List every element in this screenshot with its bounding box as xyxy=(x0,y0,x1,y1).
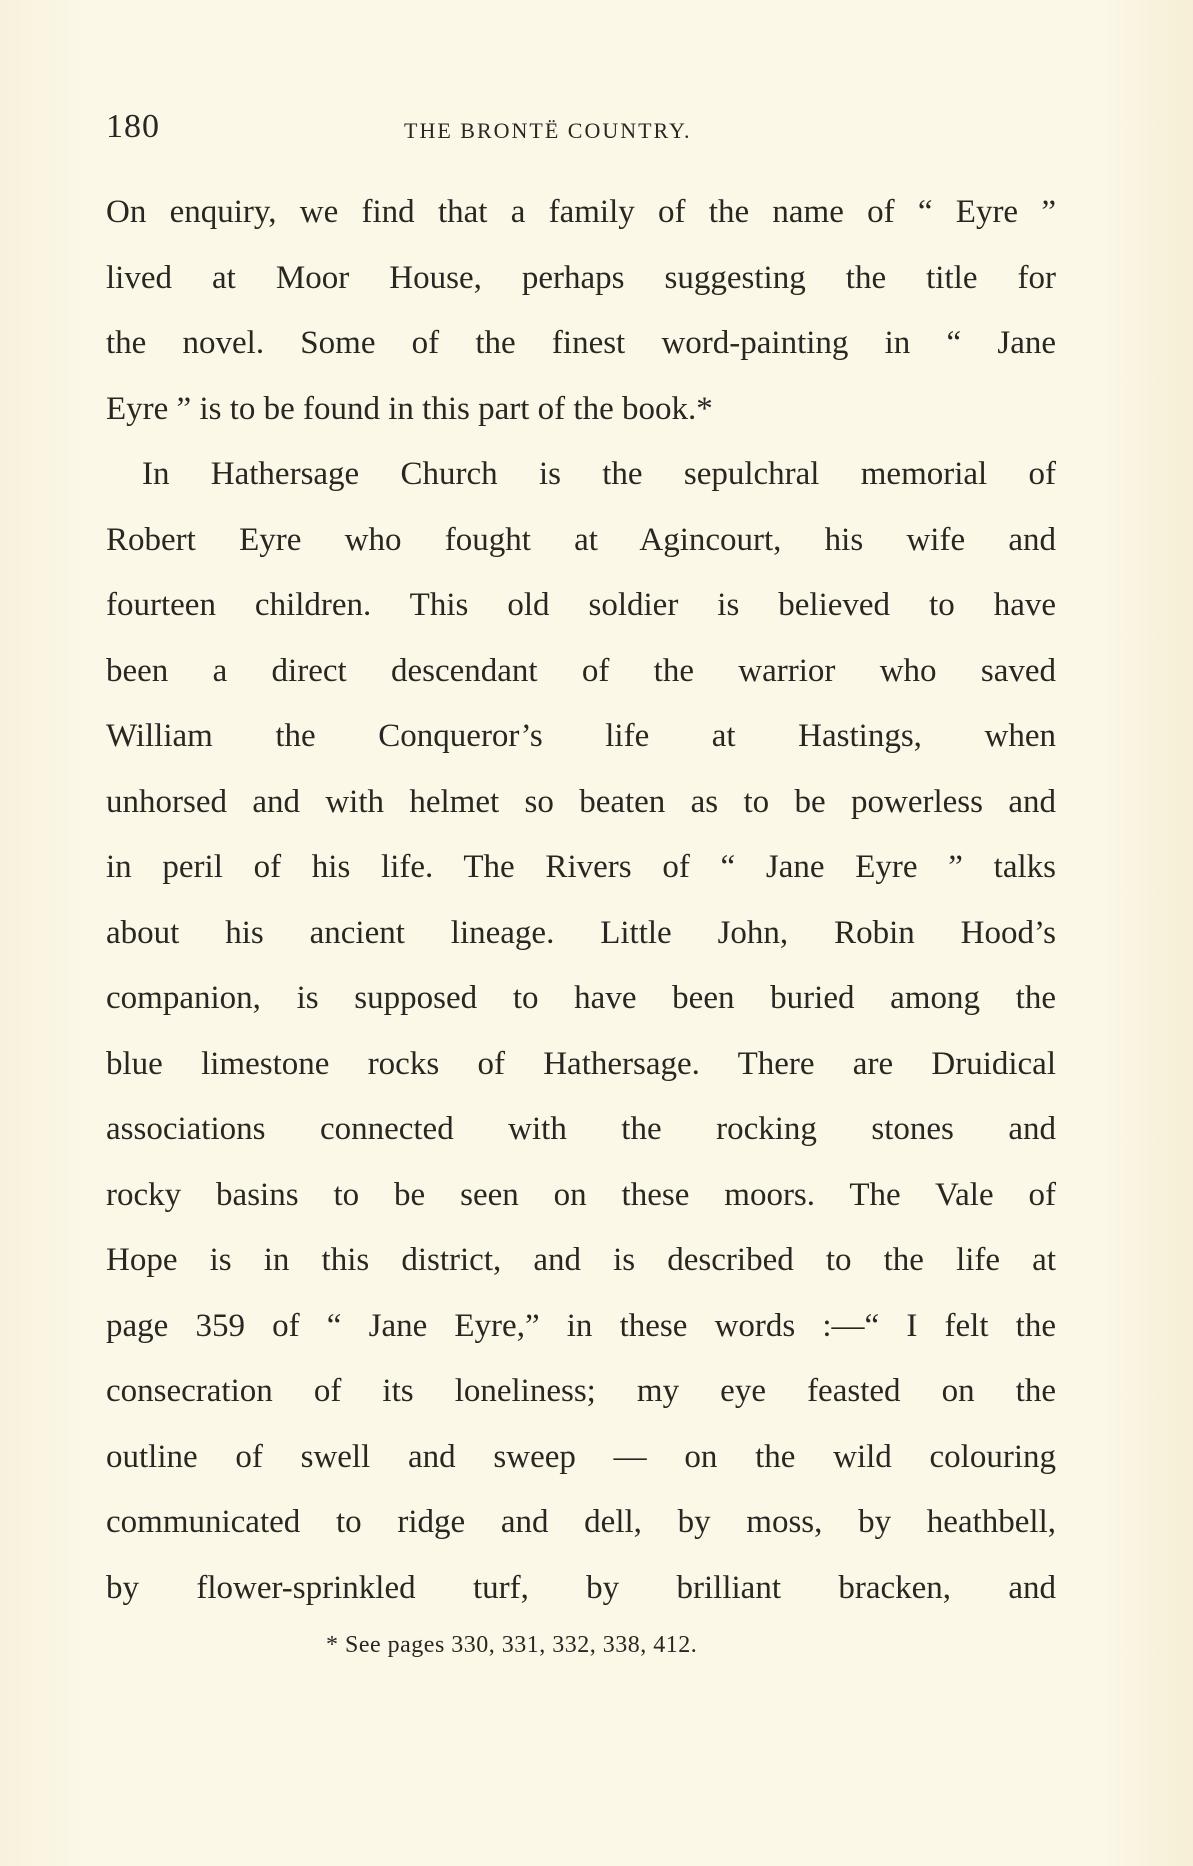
text-line: In Hathersage Church is the sepulchral memorial of xyxy=(142,456,1056,492)
text-line: by flower-sprinkled turf, by brilliant bracken, and xyxy=(106,1569,1056,1606)
text-line: outline of swell and sweep — on the wild colouring xyxy=(106,1438,1056,1475)
text-line: Hope is in this district, and is described to the life at xyxy=(106,1242,1056,1278)
body-text xyxy=(106,180,1056,1621)
text-line: companion, is supposed to have been buried among the xyxy=(106,980,1056,1016)
text-line: rocky basins to be seen on these moors. The Vale of xyxy=(106,1176,1056,1213)
text-line: unhorsed and with helmet so beaten as to be powerless and xyxy=(106,783,1056,820)
page-number: 180 xyxy=(106,108,160,145)
footnote-text: See pages 330, 331, 332, 338, 412. xyxy=(345,1632,698,1658)
text-line: Robert Eyre who fought at Agincourt, his wife and xyxy=(106,521,1056,558)
running-head xyxy=(106,108,1058,158)
text-line: On enquiry, we find that a family of the name of “ Eyre ” xyxy=(106,194,1056,230)
text-line: associations connected with the rocking stones and xyxy=(106,1111,1056,1147)
text-line: William the Conqueror’s life at Hastings, when xyxy=(106,718,1056,754)
running-title: THE BRONTË COUNTRY. xyxy=(404,118,692,143)
text-line: Eyre ” is to be found in this part of the book.* xyxy=(106,390,713,427)
footnote-mark: * xyxy=(326,1632,339,1658)
text-line: consecration of its loneliness; my eye feasted on the xyxy=(106,1373,1056,1409)
footnote xyxy=(326,1632,697,1659)
text-line: blue limestone rocks of Hathersage. There are Druidical xyxy=(106,1045,1056,1082)
text-line: about his ancient lineage. Little John, Robin Hood’s xyxy=(106,914,1056,951)
text-line: been a direct descendant of the warrior who saved xyxy=(106,652,1056,689)
text-line: lived at Moor House, perhaps suggesting the title for xyxy=(106,259,1056,296)
text-line: in peril of his life. The Rivers of “ Jane Eyre ” talks xyxy=(106,849,1056,885)
text-line: the novel. Some of the finest word-painting in “ Jane xyxy=(106,325,1056,361)
text-line: page 359 of “ Jane Eyre,” in these words :—“ I felt the xyxy=(106,1307,1056,1344)
text-line: communicated to ridge and dell, by moss, by heathbell, xyxy=(106,1504,1056,1540)
text-line: fourteen children. This old soldier is believed to have xyxy=(106,587,1056,623)
